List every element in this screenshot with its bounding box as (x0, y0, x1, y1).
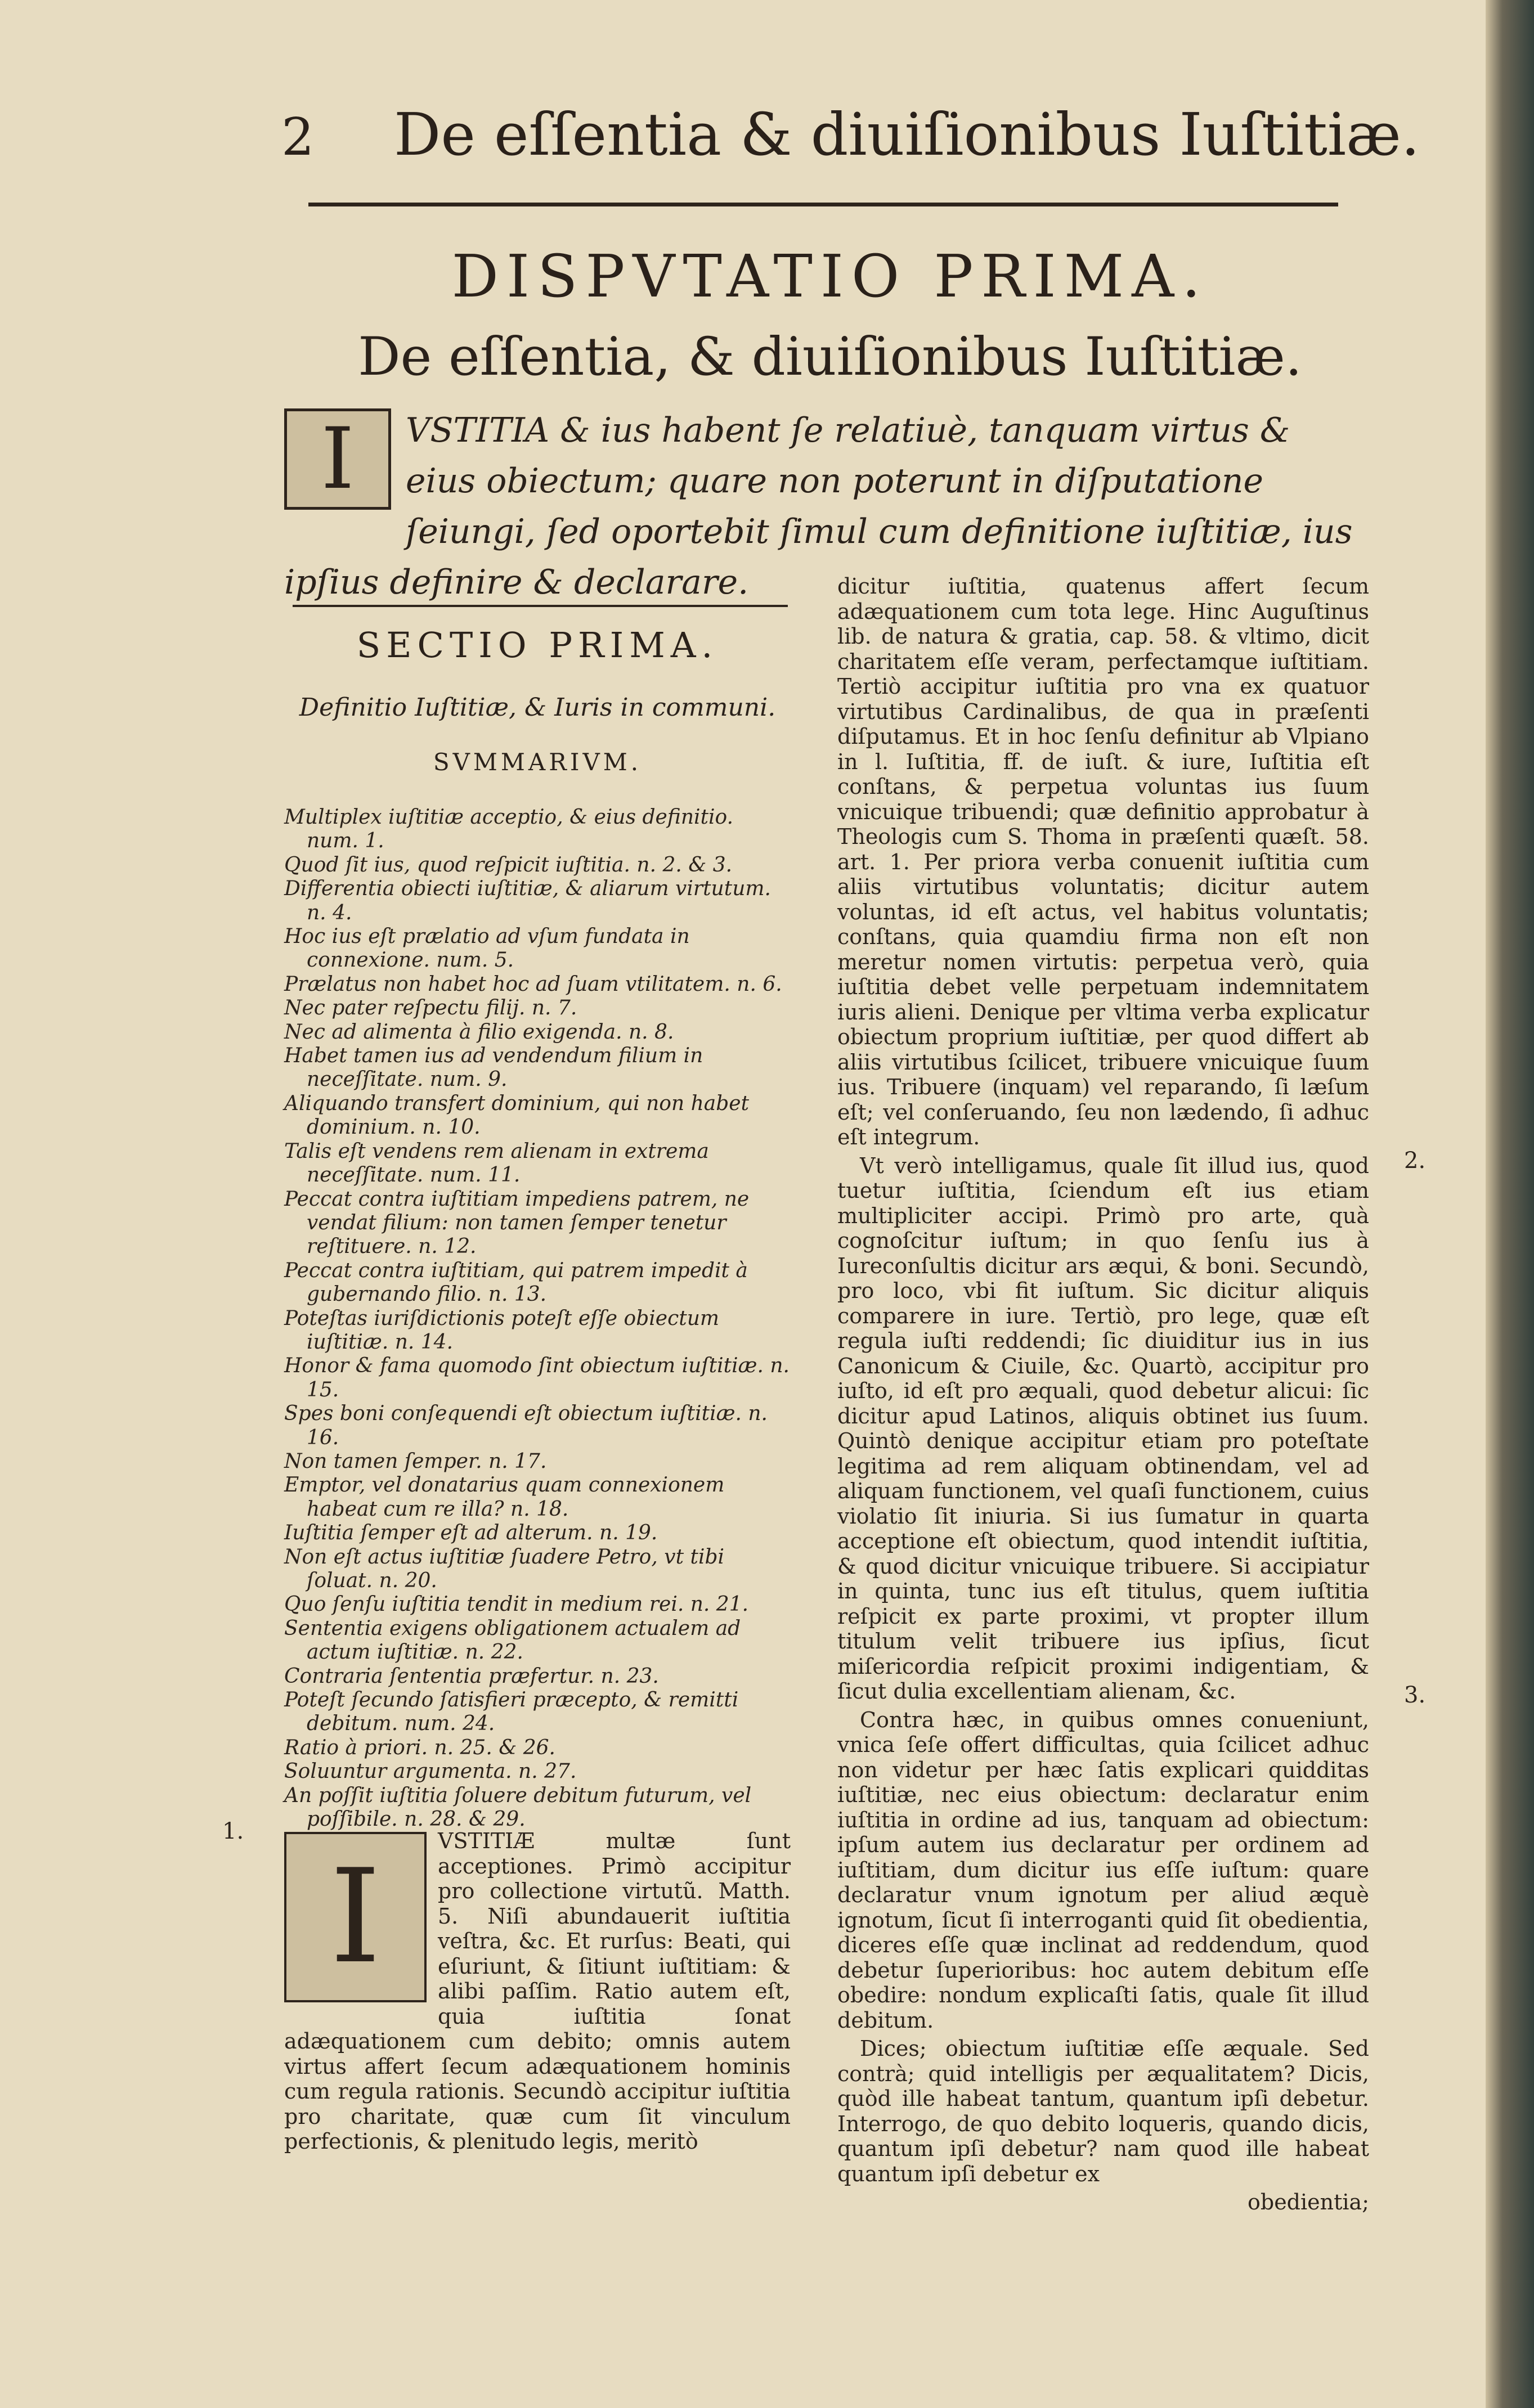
drop-cap-initial: I (284, 1832, 427, 2002)
summary-item: Talis eſt vendens rem alienam in extrema neceſſitate. num. 11. (284, 1139, 709, 1187)
summary-item: Honor & fama quomodo ſint obiectum iuſtitiæ. n. 15. (284, 1354, 790, 1401)
page-edge (1486, 0, 1534, 2408)
summary-item: Poteſtas iuriſdictionis poteſt eſſe obiectum iuſtitiæ. n. 14. (284, 1306, 720, 1354)
section-rule (293, 605, 788, 607)
summary-item: Non eſt actus iuſtitiæ ſuadere Petro, vt tibi ſoluat. n. 20. (284, 1545, 725, 1592)
disputatio-subheading: De eſſentia, & diuiſionibus Iuſtitiæ. (358, 326, 1302, 388)
summary-item: Hoc ius eſt prælatio ad vſum fundata in connexione. num. 5. (284, 925, 690, 972)
summary-list (284, 806, 791, 1831)
running-title: De eſſentia & diuiſionibus Iuſtitiæ. (394, 100, 1420, 169)
summary-item: Nec ad alimenta à filio exigenda. n. 8. (284, 1020, 674, 1044)
page-number: 2 (281, 107, 315, 167)
summary-item: Habet tamen ius ad vendendum filium in neceſſitate. num. 9. (284, 1044, 703, 1091)
intro-text: VSTITIA & ius habent ſe relatiuè, tanquam virtus & eius obiectum; quare non poterunt in diſputatione ſeiungi, ſed oportebit ſimul cum definitione iuſtitiæ, ius ipſius definire & declarare. (284, 411, 1353, 602)
section-title: SECTIO PRIMA. (356, 625, 719, 666)
margin-number: 3. (1404, 1682, 1426, 1708)
paragraph: Vt verò intelligamus, quale ſit illud ius, quod tuetur iuſtitia, ſciendum eſt ius etiam multipliciter accipi. Primò pro arte, quà cognoſcitur iuſtum; in quo ſenſu ius à Iureconſultis dicitur ars æqui, & boni. Secundò, pro loco, vbi fit iuſtum. Sic dicitur aliquis comparere in iure. Tertiò, pro lege, quæ eſt regula iuſti reddendi; ſic diuiditur ius in ius Canonicum & Ciuile, &c. Quartò, accipitur pro iuſto, id eſt pro æquali, quod debetur alicui: ſic dicitur apud Latinos, aliquis obtinet ius ſuum. Quintò denique accipitur etiam pro poteſtate legitima ad rem aliquam obtinendam, vel ad aliquam functionem, vel quaſi functionem, cuius violatio ſit iniuria. Si ius ſumatur in quarta acceptione eſt obiectum, quod intendit iuſtitia, & quod dicitur vnicuique tribuere. Si accipiatur in quinta, tunc ius eſt titulus, quem iuſtitia reſpicit ex parte proximi, vt propter illum titulum velit tribuere ius ipſius, ſicut miſericordia reſpicit proximi indigentiam, & ſicut dulia excellentiam alienam, &c. (837, 1153, 1369, 1704)
paragraph: Contra hæc, in quibus omnes conueniunt, vnica ſeſe offert difficultas, quia ſcilicet adhuc non videtur per hæc ſatis explicari quidditas iuſtitiæ, nec eius obiectum: declaratur enim iuſtitia in ordine ad ius, tanquam ad obiectum: ipſum autem ius declaratur per ordinem ad iuſtitiam, dum dicitur ius eſſe iuſtum: quare declaratur vnum ignotum per aliud æquè ignotum, ſicut ſi interroganti quid ſit obedientia, diceres eſſe quæ inclinat ad reddendum, quod debetur ſuperioribus: hoc autem debitum eſſe obedire: nondum explicaſti ſatis, quale ſit illud debitum. (837, 1707, 1369, 2033)
summary-item: An poſſit iuſtitia ſoluere debitum futurum, vel poſſibile. n. 28. & 29. (284, 1783, 752, 1831)
summary-item: Multiplex iuſtitiæ acceptio, & eius definitio. num. 1. (284, 806, 734, 853)
summary-item: Prælatus non habet hoc ad ſuam vtilitatem. n. 6. (284, 972, 782, 996)
paragraph: Dices; obiectum iuſtitiæ eſſe æquale. Sed contrà; quid intelligis per æqualitatem? Dicis, quòd ille habeat tantum, quantum ipſi debetur. Interrogo, de quo debito loqueris, quando dicis, quantum ipſi debetur? nam quod ille habeat quantum ipſi debetur ex (837, 2036, 1369, 2186)
summary-item: Aliquando transfert dominium, qui non habet dominium. n. 10. (284, 1091, 750, 1139)
summary-item: Nec pater reſpectu filij. n. 7. (284, 996, 577, 1020)
summary-item: Iuſtitia ſemper eſt ad alterum. n. 19. (284, 1521, 658, 1545)
summary-item: Contraria ſententia præfertur. n. 23. (284, 1664, 659, 1688)
summary-item: Emptor, vel donatarius quam connexionem habeat cum re illa? n. 18. (284, 1473, 725, 1521)
decorated-initial: I (284, 408, 391, 510)
summary-item: Peccat contra iuſtitiam, qui patrem impedit à gubernando filio. n. 13. (284, 1259, 748, 1306)
body-right-column (837, 574, 1369, 2215)
summary-item: Quo ſenſu iuſtitia tendit in medium rei. n. 21. (284, 1593, 749, 1616)
paragraph: dicitur iuſtitia, quatenus affert ſecum adæquationem cum tota lege. Hinc Auguſtinus lib. de natura & gratia, cap. 58. & vltimo, dicit charitatem eſſe veram, perfectamque iuſtitiam. Tertiò accipitur iuſtitia pro vna ex quatuor virtutibus Cardinalibus, de qua in præſenti diſputamus. Et in hoc ſenſu definitur ab Vlpiano in l. Iuſtitia, ff. de iuſt. & iure, Iuſtitia eſt conſtans, & perpetua voluntas ius ſuum vnicuique tribuendi; quæ definitio approbatur à Theologis cum S. Thoma in præſenti quæſt. 58. art. 1. Per priora verba conuenit iuſtitia cum aliis virtutibus voluntatis; dicitur autem voluntas, id eſt actus, vel habitus voluntatis; conſtans, quia quamdiu firma non eſt non meretur nomen virtutis: perpetua verò, quia iuſtitia debet velle perpetuam indemnitatem iuris alieni. Denique per vltima verba explicatur obiectum proprium iuſtitiæ, per quod differt ab aliis virtutibus ſcilicet, tribuere vnicuique ſuum ius. Tribuere (inquam) vel reparando, ſi læſum eſt; vel conſeruando, ſeu non lædendo, ſi adhuc eſt integrum. (837, 574, 1369, 1149)
summary-label: SVMMARIVM. (433, 748, 642, 776)
summary-item: Non tamen ſemper. n. 17. (284, 1449, 547, 1473)
disputatio-heading: DISPVTATIO PRIMA. (451, 242, 1209, 311)
body-left-text: VSTITIÆ multæ ſunt acceptiones. Primò accipitur pro collectione virtutũ. Matth. 5. Niſi abundauerit iuſtitia veſtra, &c. Et rurſus: Beati, qui eſuriunt, & ſitiunt iuſtitiam: & alibi paſſim. Ratio autem eſt, quia iuſtitia ſonat adæquationem cum debito; omnis autem virtus affert ſecum adæquationem hominis cum regula rationis. Secundò accipitur iuſtitia pro charitate, quæ cum ſit vinculum perfectionis, & plenitudo legis, meritò (284, 1829, 791, 2154)
summary-item: Peccat contra iuſtitiam impediens patrem, ne vendat filium: non tamen ſemper tenetur reſtituere. n. 12. (284, 1187, 750, 1259)
summary-item: Soluuntur argumenta. n. 27. (284, 1760, 577, 1783)
section-subtitle: Definitio Iuſtitiæ, & Iuris in communi. (299, 693, 776, 722)
header-rule (308, 203, 1338, 206)
body-left-column (284, 1829, 791, 2154)
summary-item: Quod ſit ius, quod reſpicit iuſtitia. n. 2. & 3. (284, 853, 733, 877)
summary-item: Ratio à priori. n. 25. & 26. (284, 1736, 555, 1759)
summary-item: Spes boni conſequendi eſt obiectum iuſtitiæ. n. 16. (284, 1402, 768, 1449)
summary-item: Differentia obiecti iuſtitiæ, & aliarum virtutum. n. 4. (284, 877, 771, 924)
margin-number: 1. (222, 1818, 244, 1844)
summary-item: Sententia exigens obligationem actualem ad actum iuſtitiæ. n. 22. (284, 1616, 741, 1664)
summary-item: Poteſt ſecundo ſatisfieri præcepto, & remitti debitum. num. 24. (284, 1688, 739, 1736)
catchword: obedientia; (1247, 2190, 1369, 2214)
margin-number: 2. (1404, 1148, 1426, 1174)
